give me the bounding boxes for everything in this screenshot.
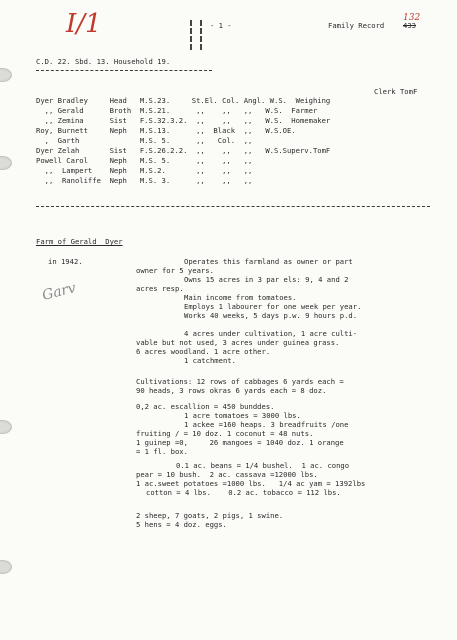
record-title: Family Record — [328, 21, 385, 30]
punch-hole — [0, 156, 12, 170]
detail-line: owner for 5 years. — [136, 266, 214, 275]
cultivation-line: 0,2 ac. escallion = 450 bunddes. — [136, 402, 275, 411]
cultivation-line: 90 heads, 3 rows okras 6 yards each = 8 doz. — [136, 386, 327, 395]
detail-line: 1 catchment. — [184, 356, 236, 365]
cultivation-line: 1 guinep =0, 26 mangoes = 1040 doz. 1 orange — [136, 438, 344, 447]
household-line: C.D. 22. Sbd. 13. Household 19. — [36, 57, 171, 66]
punch-hole — [0, 560, 12, 574]
farm-heading: Farm of Gerald Dyer — [36, 237, 123, 246]
cultivation-line: 1 ac.sweet potatoes =1000 lbs. 1/4 ac yam = 1392lbs — [136, 479, 366, 488]
table-row: ,, Gerald Broth M.S.21. ,, ,, ,, W.S. Farmer — [36, 106, 318, 115]
record-number-crossed: 433 — [403, 21, 416, 30]
cultivation-line: 1 acre tomatoes = 3000 lbs. — [184, 411, 301, 420]
detail-line: Works 40 weeks, 5 days p.w. 9 hours p.d. — [184, 311, 358, 320]
table-row: ,, Zemina Sist F.S.32.3.2. ,, ,, ,, W.S. Homemaker — [36, 116, 331, 125]
cultivation-line: cotton = 4 lbs. 0.2 ac. tobacco = 112 lbs. — [146, 488, 341, 497]
punch-hole — [0, 420, 12, 434]
detail-line: Employs 1 labourer for one week per year. — [184, 302, 362, 311]
cultivation-line: pear = 10 bush. 2 ac. cassava =12000 lbs. — [136, 470, 318, 479]
section-divider — [36, 206, 430, 207]
year-label: in 1942. — [48, 257, 83, 266]
table-row: ,, Lampert Neph M.S.2. ,, ,, ,, — [36, 166, 253, 175]
fold-mark — [190, 20, 192, 50]
table-row: , Garth M.S. 5. ,, Col. ,, — [36, 136, 253, 145]
table-row: Powell Carol Neph M.S. 5. ,, ,, ,, — [36, 156, 253, 165]
detail-line: acres resp. — [136, 284, 184, 293]
table-row: Roy, Burnett Neph M.S.13. ,, Black ,, W.S.OE. — [36, 126, 296, 135]
table-row: Dyer Zelah Sist F.S.26.2.2. ,, ,, ,, W.S.Superv.TomF — [36, 146, 331, 155]
punch-hole — [0, 68, 12, 82]
cultivation-line: 0.1 ac. beans = 1/4 bushel. 1 ac. congo — [176, 461, 350, 470]
record-number: 132 — [403, 13, 421, 23]
fold-mark — [200, 20, 202, 50]
livestock-line: 5 hens = 4 doz. eggs. — [136, 520, 227, 529]
detail-line: 4 acres under cultivation, 1 acre culti- — [184, 329, 358, 338]
underline — [36, 70, 212, 71]
detail-line: Main income from tomatoes. — [184, 293, 297, 302]
cultivation-line: = 1 fl. box. — [136, 447, 188, 456]
detail-line: Operates this farmland as owner or part — [184, 257, 353, 266]
page-number: - 1 - — [210, 21, 232, 30]
cultivation-line: 1 ackee =160 heaps. 3 breadfruits /one — [184, 420, 349, 429]
cultivation-line: Cultivations: 12 rows of cabbages 6 yards each = — [136, 377, 344, 386]
handwritten-note: Garv — [40, 280, 78, 304]
detail-line: 6 acres woodland. 1 acre other. — [136, 347, 271, 356]
livestock-line: 2 sheep, 7 goats, 2 pigs, 1 swine. — [136, 511, 284, 520]
detail-line: Owns 15 acres in 3 par els: 9, 4 and 2 — [184, 275, 349, 284]
table-row: Dyer Bradley Head M.S.23. St.El. Col. Angl. W.S. Weighing — [36, 96, 331, 105]
detail-line: vable but not used, 3 acres under guinea grass. — [136, 338, 340, 347]
table-row: ,, Ranoliffe Neph M.S. 3. ,, ,, ,, — [36, 176, 253, 185]
cultivation-line: fruiting / = 10 doz. 1 coconut = 48 nuts. — [136, 429, 314, 438]
clerk-note: Clerk TomF — [374, 87, 418, 96]
handwritten-reference: I/1 — [66, 9, 102, 39]
